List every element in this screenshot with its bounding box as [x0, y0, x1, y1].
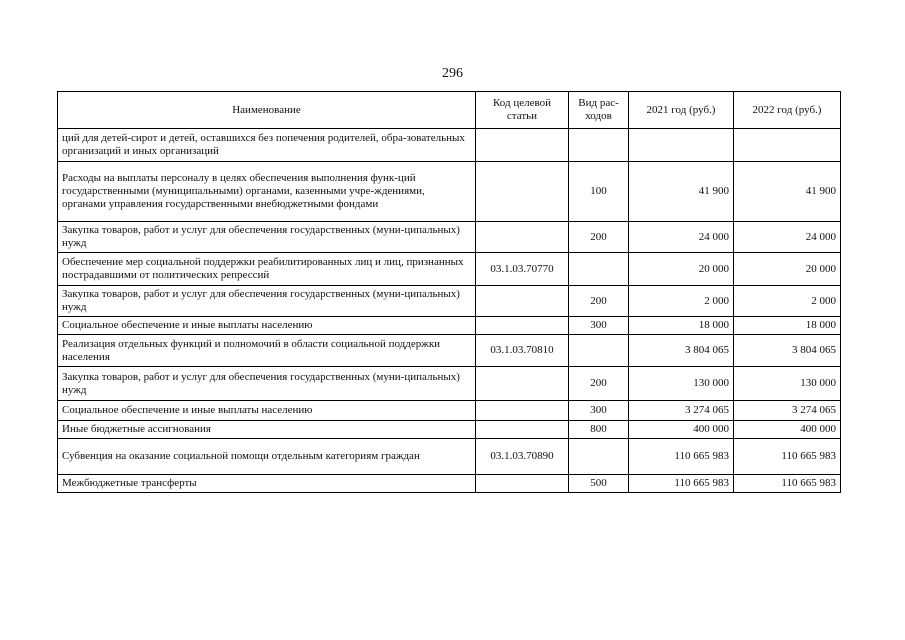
cell-2022: 18 000 — [734, 317, 841, 335]
cell-name: ций для детей-сирот и детей, оставшихся без попечения родителей, обра-зовательных организаций и иных организаций — [58, 129, 476, 162]
table-row — [58, 253, 841, 286]
cell-name: Расходы на выплаты персоналу в целях обеспечения выполнения функ-ций государственными (муниципальными) органами, казенными учре-ждениями, органами управления государственными внебюджетными фондами — [58, 162, 476, 222]
cell-expense-type — [569, 129, 629, 162]
cell-name: Закупка товаров, работ и услуг для обеспечения государственных (муни-ципальных) нужд — [58, 286, 476, 317]
cell-2022: 110 665 983 — [734, 439, 841, 475]
table-row — [58, 317, 841, 335]
header-2022: 2022 год (руб.) — [734, 92, 841, 129]
cell-2022: 130 000 — [734, 367, 841, 401]
cell-expense-type: 800 — [569, 421, 629, 439]
cell-2022: 3 804 065 — [734, 335, 841, 367]
page-number: 296 — [442, 66, 463, 81]
cell-2021: 24 000 — [629, 222, 734, 253]
table-row — [58, 401, 841, 421]
table-row — [58, 421, 841, 439]
budget-table — [57, 91, 841, 493]
cell-2022: 400 000 — [734, 421, 841, 439]
cell-expense-type: 100 — [569, 162, 629, 222]
cell-code — [476, 286, 569, 317]
table-row — [58, 475, 841, 493]
table-row — [58, 335, 841, 367]
cell-expense-type: 300 — [569, 401, 629, 421]
cell-2021: 20 000 — [629, 253, 734, 286]
cell-expense-type — [569, 335, 629, 367]
header-expense-type: Вид рас-ходов — [569, 92, 629, 129]
cell-name: Иные бюджетные ассигнования — [58, 421, 476, 439]
cell-2021: 400 000 — [629, 421, 734, 439]
cell-2022: 2 000 — [734, 286, 841, 317]
table-row — [58, 222, 841, 253]
cell-2021: 18 000 — [629, 317, 734, 335]
cell-2022 — [734, 129, 841, 162]
cell-2021: 3 804 065 — [629, 335, 734, 367]
cell-code: 03.1.03.70890 — [476, 439, 569, 475]
cell-code: 03.1.03.70810 — [476, 335, 569, 367]
cell-code: 03.1.03.70770 — [476, 253, 569, 286]
cell-name: Социальное обеспечение и иные выплаты населению — [58, 317, 476, 335]
cell-expense-type — [569, 253, 629, 286]
table-row — [58, 439, 841, 475]
cell-code — [476, 401, 569, 421]
cell-expense-type: 200 — [569, 286, 629, 317]
cell-name: Социальное обеспечение и иные выплаты населению — [58, 401, 476, 421]
cell-expense-type: 200 — [569, 367, 629, 401]
cell-name: Закупка товаров, работ и услуг для обеспечения государственных (муни-ципальных) нужд — [58, 367, 476, 401]
table-row — [58, 162, 841, 222]
cell-code — [476, 129, 569, 162]
cell-code — [476, 367, 569, 401]
cell-2022: 20 000 — [734, 253, 841, 286]
cell-2021: 2 000 — [629, 286, 734, 317]
cell-code — [476, 162, 569, 222]
cell-expense-type: 200 — [569, 222, 629, 253]
cell-2021: 41 900 — [629, 162, 734, 222]
table-row — [58, 129, 841, 162]
cell-2021: 3 274 065 — [629, 401, 734, 421]
cell-2022: 24 000 — [734, 222, 841, 253]
table-row — [58, 367, 841, 401]
table-row — [58, 286, 841, 317]
cell-expense-type — [569, 439, 629, 475]
cell-name: Обеспечение мер социальной поддержки реабилитированных лиц и лиц, признанных пострадавшими от политических репрессий — [58, 253, 476, 286]
table-header-row — [58, 92, 841, 129]
cell-code — [476, 222, 569, 253]
cell-name: Закупка товаров, работ и услуг для обеспечения государственных (муни-ципальных) нужд — [58, 222, 476, 253]
cell-2022: 41 900 — [734, 162, 841, 222]
cell-expense-type: 300 — [569, 317, 629, 335]
header-code: Код целевой статьи — [476, 92, 569, 129]
cell-2021 — [629, 129, 734, 162]
cell-2022: 3 274 065 — [734, 401, 841, 421]
cell-name: Субвенция на оказание социальной помощи отдельным категориям граждан — [58, 439, 476, 475]
cell-2021: 110 665 983 — [629, 439, 734, 475]
header-name: Наименование — [58, 92, 476, 129]
cell-2022: 110 665 983 — [734, 475, 841, 493]
cell-code — [476, 317, 569, 335]
cell-code — [476, 475, 569, 493]
cell-expense-type: 500 — [569, 475, 629, 493]
cell-2021: 110 665 983 — [629, 475, 734, 493]
cell-name: Реализация отдельных функций и полномочий в области социальной поддержки населения — [58, 335, 476, 367]
cell-code — [476, 421, 569, 439]
cell-name: Межбюджетные трансферты — [58, 475, 476, 493]
header-2021: 2021 год (руб.) — [629, 92, 734, 129]
cell-2021: 130 000 — [629, 367, 734, 401]
